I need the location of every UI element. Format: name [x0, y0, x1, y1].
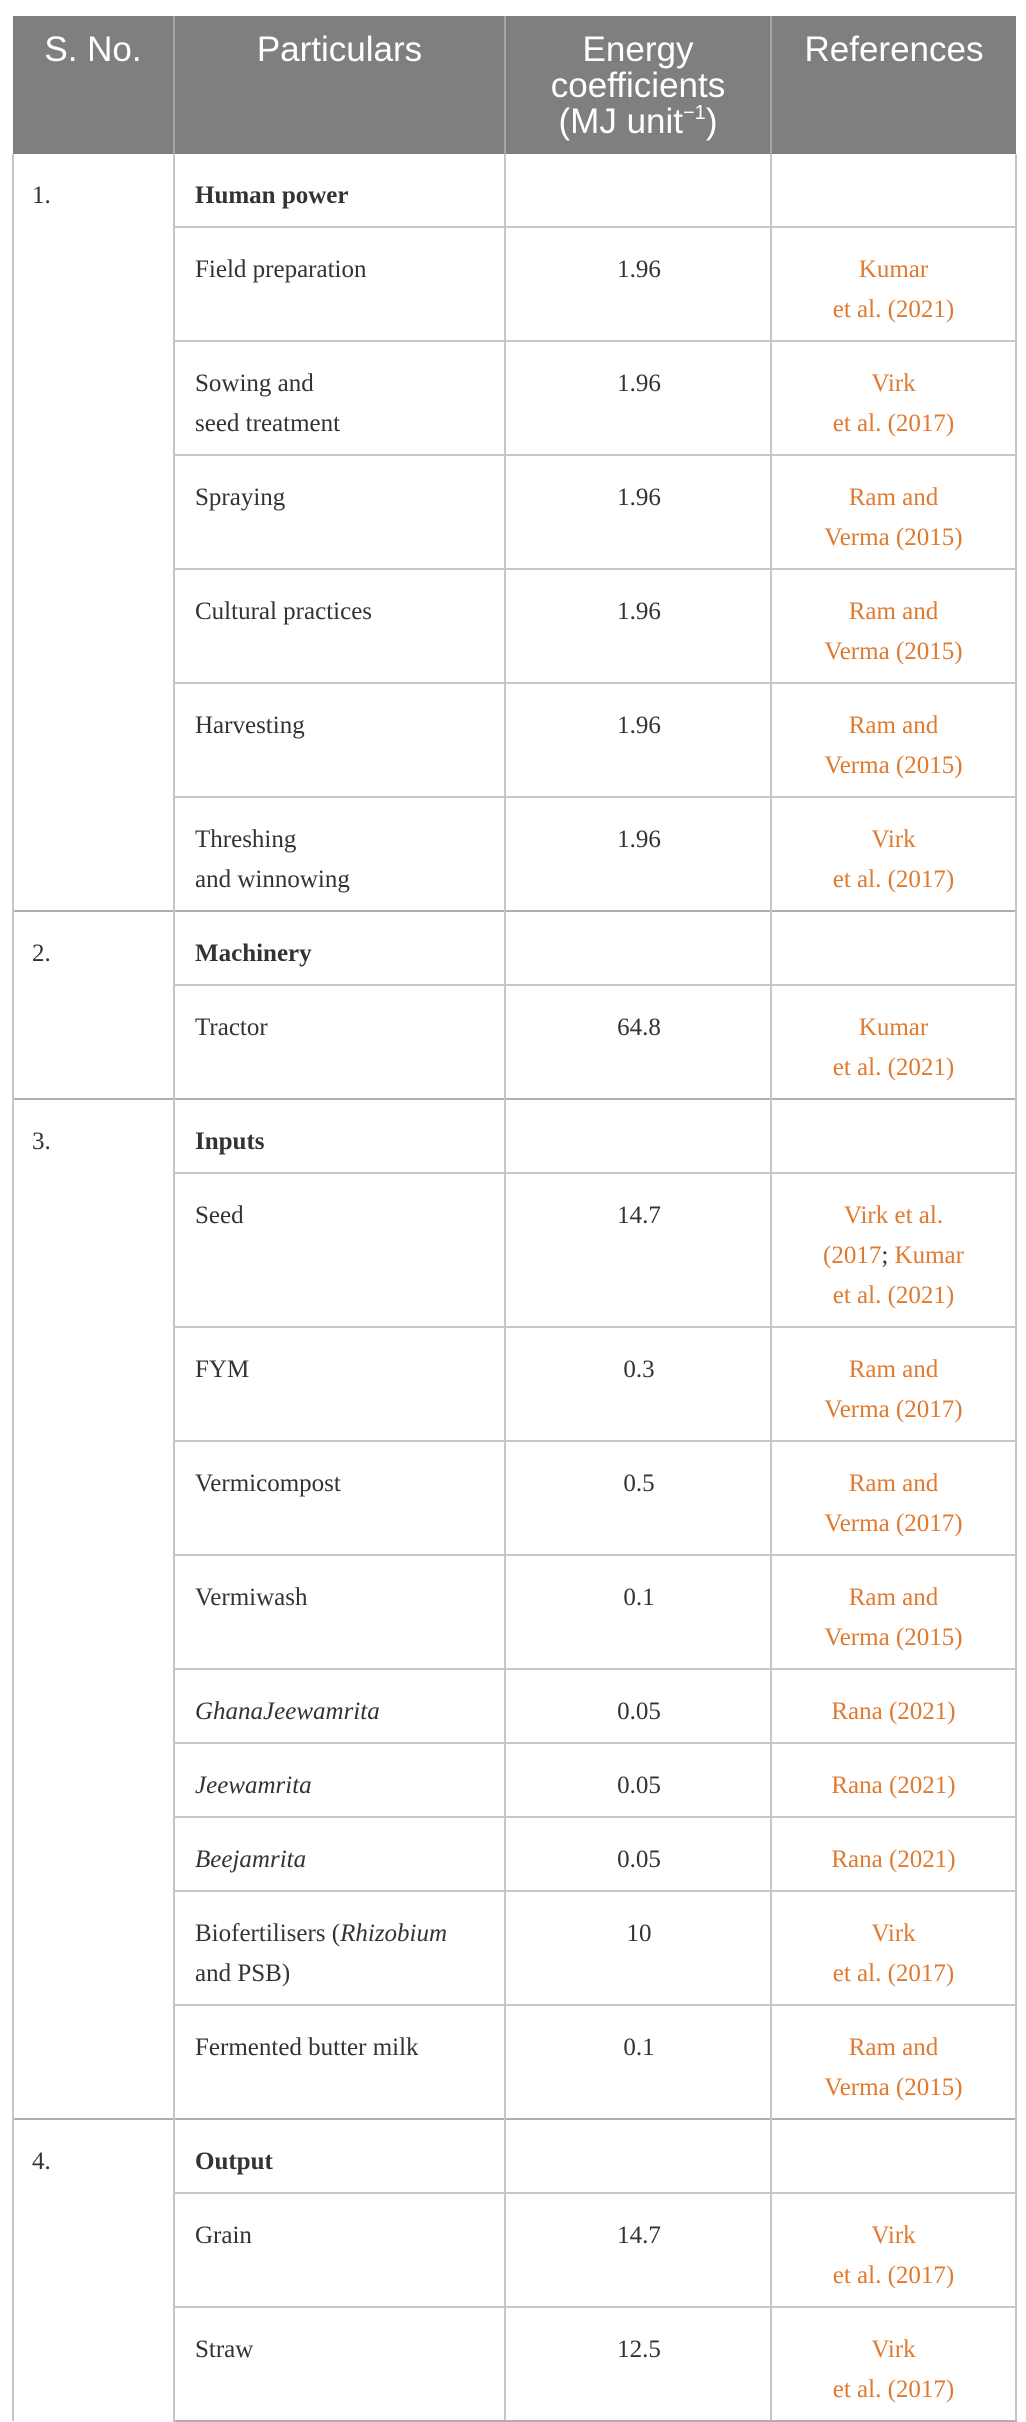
reference-cell	[771, 1327, 1016, 1441]
particular-cell: Spraying	[174, 455, 505, 569]
reference-cell	[771, 2193, 1016, 2307]
header-energy-coefficients	[505, 16, 771, 154]
reference-link[interactable]: Virk	[871, 2222, 916, 2249]
reference-link[interactable]: Verma (2015)	[824, 2074, 963, 2101]
reference-link[interactable]: Ram and	[848, 1356, 939, 1383]
reference-cell	[771, 1669, 1016, 1743]
reference-link[interactable]: Ram and	[848, 712, 939, 739]
section-number: 1.	[13, 154, 174, 911]
particular-cell: Vermiwash	[174, 1555, 505, 1669]
reference-cell	[771, 227, 1016, 341]
reference-cell	[771, 1441, 1016, 1555]
section-number: 2.	[13, 911, 174, 1099]
header-particulars: Particulars	[174, 16, 505, 154]
energy-value-cell: 10	[505, 1891, 771, 2005]
reference-link[interactable]: et al. (2017)	[832, 2376, 955, 2403]
energy-value-cell: 14.7	[505, 1173, 771, 1327]
particular-line: Sowing and	[195, 370, 314, 397]
reference-link[interactable]: et al. (2021)	[832, 296, 955, 323]
particular-cell: Seed	[174, 1173, 505, 1327]
particular-cell: Field preparation	[174, 227, 505, 341]
reference-link[interactable]: Ram and	[848, 1584, 939, 1611]
reference-link[interactable]: Virk et al.	[843, 1202, 944, 1229]
reference-link[interactable]: Kumar	[858, 256, 929, 283]
table-body	[13, 154, 1016, 2421]
reference-link[interactable]: Ram and	[848, 484, 939, 511]
particular-cell: Harvesting	[174, 683, 505, 797]
reference-link[interactable]: (2017	[823, 1242, 882, 1269]
header-energy-line2: coefficients	[550, 66, 726, 105]
reference-cell	[771, 2005, 1016, 2119]
energy-coefficients-table	[12, 16, 1017, 2422]
particular-cell: Vermicompost	[174, 1441, 505, 1555]
energy-value-cell: 0.1	[505, 2005, 771, 2119]
reference-link[interactable]: et al. (2021)	[832, 1282, 955, 1309]
section-title: Human power	[174, 154, 505, 227]
energy-value-cell: 0.5	[505, 1441, 771, 1555]
particular-text: Biofertilisers (	[195, 1920, 341, 1947]
reference-link[interactable]: et al. (2017)	[832, 2262, 955, 2289]
particular-cell	[174, 1891, 505, 2005]
section-title: Machinery	[174, 911, 505, 985]
reference-cell	[771, 1817, 1016, 1891]
reference-link[interactable]: Verma (2015)	[824, 1624, 963, 1651]
header-energy-line1: Energy	[582, 30, 694, 69]
header-energy-line3: (MJ unit	[558, 102, 683, 141]
energy-value-cell: 1.96	[505, 569, 771, 683]
particular-cell	[174, 341, 505, 455]
particular-cell: Straw	[174, 2307, 505, 2421]
section-row-machinery	[13, 911, 1016, 985]
reference-link[interactable]: Verma (2017)	[824, 1396, 963, 1423]
reference-link[interactable]: Kumar	[894, 1242, 964, 1269]
energy-value-cell: 1.96	[505, 683, 771, 797]
energy-value-cell: 0.05	[505, 1817, 771, 1891]
section-title: Output	[174, 2119, 505, 2193]
reference-link[interactable]: et al. (2017)	[832, 1960, 955, 1987]
reference-link[interactable]: Verma (2015)	[824, 752, 963, 779]
reference-cell	[771, 1743, 1016, 1817]
particular-cell: Fermented butter milk	[174, 2005, 505, 2119]
reference-cell	[771, 1173, 1016, 1327]
reference-cell	[771, 341, 1016, 455]
particular-cell: Grain	[174, 2193, 505, 2307]
reference-link[interactable]: Virk	[871, 370, 916, 397]
header-references: References	[771, 16, 1016, 154]
reference-link[interactable]: Ram and	[848, 598, 939, 625]
reference-link[interactable]: Ram and	[848, 2034, 939, 2061]
reference-cell	[771, 455, 1016, 569]
particular-cell: GhanaJeewamrita	[174, 1669, 505, 1743]
energy-value-cell: 1.96	[505, 797, 771, 911]
header-energy-superscript: −1	[683, 102, 706, 124]
section-number: 4.	[13, 2119, 174, 2421]
section-number: 3.	[13, 1099, 174, 2119]
reference-separator: ;	[881, 1242, 895, 1269]
reference-link[interactable]: et al. (2017)	[832, 866, 955, 893]
reference-cell	[771, 1891, 1016, 2005]
reference-link[interactable]: et al. (2017)	[832, 410, 955, 437]
reference-cell	[771, 683, 1016, 797]
reference-link[interactable]: Kumar	[858, 1014, 929, 1041]
header-energy-close: )	[705, 102, 718, 141]
particular-cell	[174, 797, 505, 911]
particular-line: and PSB)	[195, 1960, 291, 1987]
particular-cell: FYM	[174, 1327, 505, 1441]
header-row	[13, 16, 1016, 154]
particular-italic-text: Rhizobium	[340, 1920, 448, 1947]
reference-link[interactable]: Ram and	[848, 1470, 939, 1497]
section-row-output	[13, 2119, 1016, 2193]
reference-cell	[771, 2307, 1016, 2421]
particular-cell: Beejamrita	[174, 1817, 505, 1891]
section-row-inputs	[13, 1099, 1016, 1173]
reference-cell	[771, 1555, 1016, 1669]
reference-link[interactable]: Verma (2017)	[824, 1510, 963, 1537]
header-sno: S. No.	[13, 16, 174, 154]
particular-line: Threshing	[195, 826, 297, 853]
reference-link[interactable]: Virk	[871, 826, 916, 853]
particular-line: seed treatment	[195, 410, 341, 437]
energy-value-cell: 1.96	[505, 455, 771, 569]
energy-coefficients-table-container	[12, 16, 1015, 2422]
energy-value-cell: 0.1	[505, 1555, 771, 1669]
reference-cell	[771, 797, 1016, 911]
energy-value-cell: 0.05	[505, 1669, 771, 1743]
particular-cell: Jeewamrita	[174, 1743, 505, 1817]
particular-cell: Cultural practices	[174, 569, 505, 683]
reference-link[interactable]: Verma (2015)	[824, 638, 963, 665]
particular-cell: Tractor	[174, 985, 505, 1099]
reference-link[interactable]: Verma (2015)	[824, 524, 963, 551]
reference-cell	[771, 985, 1016, 1099]
energy-value-cell: 12.5	[505, 2307, 771, 2421]
reference-link[interactable]: Virk	[871, 2336, 916, 2363]
reference-link[interactable]: Rana (2021)	[831, 1698, 956, 1725]
section-row-human-power	[13, 154, 1016, 227]
section-title: Inputs	[174, 1099, 505, 1173]
reference-link[interactable]: Virk	[871, 1920, 916, 1947]
energy-value-cell: 0.05	[505, 1743, 771, 1817]
reference-link[interactable]: Rana (2021)	[831, 1772, 956, 1799]
reference-cell	[771, 569, 1016, 683]
particular-line: and winnowing	[195, 866, 350, 893]
energy-value-cell: 14.7	[505, 2193, 771, 2307]
reference-link[interactable]: et al. (2021)	[832, 1054, 955, 1081]
energy-value-cell: 1.96	[505, 341, 771, 455]
energy-value-cell: 1.96	[505, 227, 771, 341]
reference-link[interactable]: Rana (2021)	[831, 1846, 956, 1873]
energy-value-cell: 64.8	[505, 985, 771, 1099]
table-header	[13, 16, 1016, 154]
energy-value-cell: 0.3	[505, 1327, 771, 1441]
